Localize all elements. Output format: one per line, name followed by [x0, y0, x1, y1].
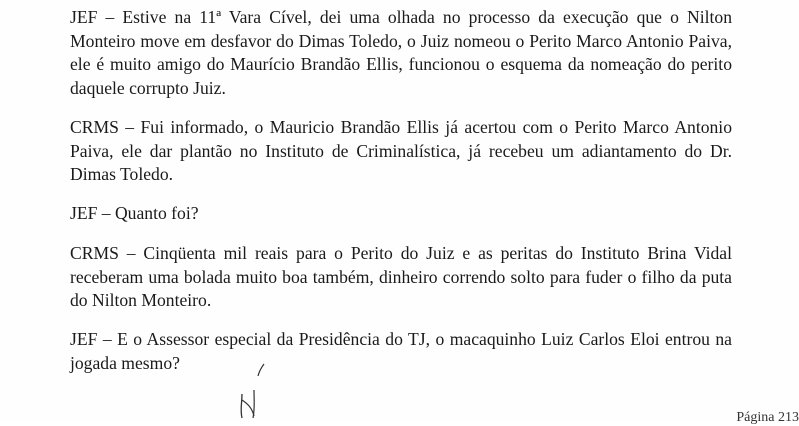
handwritten-initial-mark — [234, 360, 274, 422]
page-number: Página 213 — [736, 410, 799, 425]
dialogue-paragraph-4: CRMS – Cinqüenta mil reais para o Perito do Juiz e as peritas do Instituto Brina Vidal receberam uma bolada muito boa também, dinheiro correndo solto para fuder o filho da puta do Nilton Monteiro. — [70, 243, 732, 310]
dialogue-paragraph-3: JEF – Quanto foi? — [70, 203, 199, 223]
dialogue-paragraph-2: CRMS – Fui informado, o Mauricio Brandão Ellis já acertou com o Perito Marco Antonio Paiva, ele dar plantão no Instituto de Criminalística, já recebeu um adiantamento do Dr. Dimas Toledo. — [70, 117, 732, 184]
dialogue-paragraph-1: JEF – Estive na 11ª Vara Cível, dei uma olhada no processo da execução que o Nilton Monteiro move em desfavor do Dimas Toledo, o Juiz nomeou o Perito Marco Antonio Paiva, ele é muito amigo do Maurício Brandão Ellis, funcionou o esquema da nomeação do perito daquele corrupto Juiz. — [70, 7, 732, 98]
dialogue-paragraph-5: JEF – E o Assessor especial da Presidência do TJ, o macaquinho Luiz Carlos Eloi entrou na jogada mesmo? — [70, 329, 732, 373]
